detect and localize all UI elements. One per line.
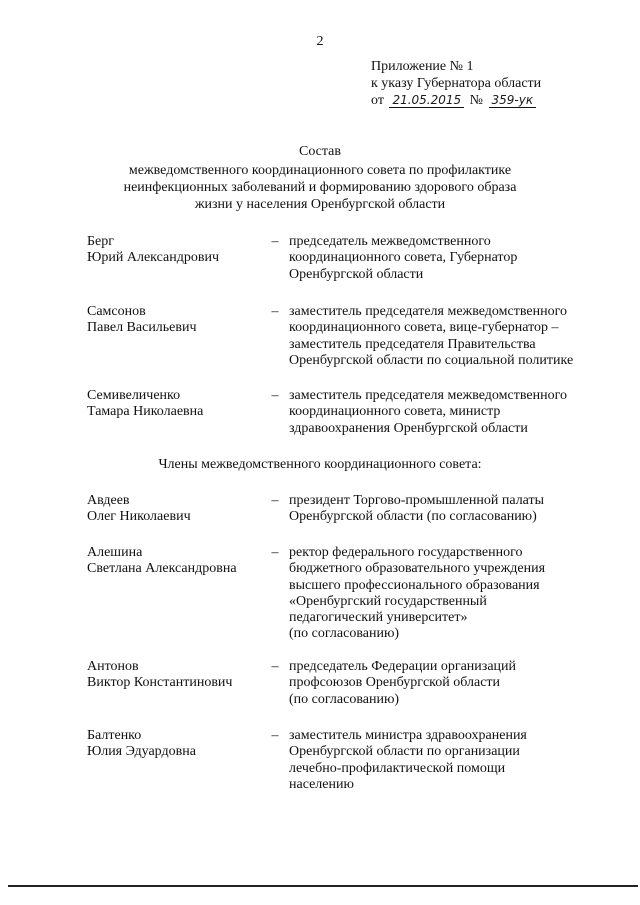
handwritten-date: 21.05.2015 xyxy=(389,94,464,108)
member-given-names: Павел Васильевич xyxy=(87,320,197,336)
role-line: заместитель председателя Правительства xyxy=(289,336,536,352)
member-name xyxy=(87,659,267,692)
role-line: председатель Федерации организаций xyxy=(289,659,517,674)
role-line: ректор федерального государственного xyxy=(289,545,523,560)
role-line: заместитель председателя межведомственного xyxy=(289,388,567,403)
role-line: координационного совета, министр xyxy=(289,404,501,420)
dash-separator: – xyxy=(271,493,279,508)
member-given-names: Тамара Николаевна xyxy=(87,404,204,420)
role-line: Оренбургской области xyxy=(289,266,424,282)
member-given-names: Юлия Эдуардовна xyxy=(87,744,196,760)
member-name xyxy=(87,728,267,761)
member-name xyxy=(87,304,267,337)
member-surname: Самсонов xyxy=(87,304,146,319)
role-line: Оренбургской области по организации xyxy=(289,744,520,760)
member-surname: Балтенко xyxy=(87,728,142,743)
member-surname: Семивеличенко xyxy=(87,388,181,403)
member-given-names: Олег Николаевич xyxy=(87,509,191,525)
role-line: лечебно-профилактической помощи xyxy=(289,760,506,776)
member-role xyxy=(289,388,609,437)
member-surname: Авдеев xyxy=(87,493,130,508)
member-given-names: Юрий Александрович xyxy=(87,250,219,266)
member-name xyxy=(87,388,267,421)
page-number: 2 xyxy=(316,34,324,49)
appendix-date-line xyxy=(371,92,541,109)
role-line: здравоохранения Оренбургской области xyxy=(289,420,528,436)
member-given-names: Виктор Константинович xyxy=(87,675,233,691)
appendix-decree-ref: к указу Губернатора области xyxy=(371,76,542,91)
page-bottom-rule xyxy=(8,885,638,887)
role-line: председатель межведомственного xyxy=(289,234,491,249)
role-line: (по согласованию) xyxy=(289,626,400,642)
role-line: «Оренбургский государственный xyxy=(289,593,487,609)
member-name xyxy=(87,545,267,578)
dash-separator: – xyxy=(271,545,279,560)
role-line: заместитель председателя межведомственного xyxy=(289,304,567,319)
title-line: жизни у населения Оренбургской области xyxy=(194,197,446,212)
role-line: (по согласованию) xyxy=(289,691,400,707)
from-label: от xyxy=(371,93,384,108)
member-surname: Антонов xyxy=(87,659,139,674)
member-role xyxy=(289,493,609,526)
role-line: заместитель министра здравоохранения xyxy=(289,728,527,743)
member-given-names: Светлана Александровна xyxy=(87,561,237,577)
member-surname: Берг xyxy=(87,234,114,249)
member-role xyxy=(289,728,609,793)
role-line: высшего профессионального образования xyxy=(289,577,540,593)
role-line: президент Торгово-промышленной палаты xyxy=(289,493,545,508)
role-line: Оренбургской области по социальной политике xyxy=(289,352,574,368)
role-line: бюджетного образовательного учреждения xyxy=(289,561,546,577)
role-line: Оренбургской области (по согласованию) xyxy=(289,509,537,525)
role-line: координационного совета, вице-губернатор – xyxy=(289,320,559,336)
member-role xyxy=(289,659,609,708)
number-label: № xyxy=(469,93,484,108)
role-line: населению xyxy=(289,776,354,792)
dash-separator: – xyxy=(271,304,279,319)
member-surname: Алешина xyxy=(87,545,143,560)
members-heading: Члены межведомственного координационного совета: xyxy=(158,457,482,472)
role-line: координационного совета, Губернатор xyxy=(289,250,518,266)
member-name xyxy=(87,493,267,526)
member-name xyxy=(87,234,267,267)
role-line: педагогический университет» xyxy=(289,610,468,626)
dash-separator: – xyxy=(271,659,279,674)
dash-separator: – xyxy=(271,388,279,403)
dash-separator: – xyxy=(271,234,279,249)
appendix-title: Приложение № 1 xyxy=(371,59,474,74)
title-heading: Состав xyxy=(298,144,341,159)
role-line: профсоюзов Оренбургской области xyxy=(289,675,501,691)
member-role xyxy=(289,545,609,643)
handwritten-number: 359-ук xyxy=(489,94,537,108)
title-line: неинфекционных заболеваний и формированию здорового образа xyxy=(123,180,517,195)
appendix-block xyxy=(371,58,541,109)
member-role xyxy=(289,304,609,369)
title-line: межведомственного координационного совета по профилактике xyxy=(128,163,512,178)
dash-separator: – xyxy=(271,728,279,743)
member-role xyxy=(289,234,609,283)
document-title xyxy=(110,143,530,213)
